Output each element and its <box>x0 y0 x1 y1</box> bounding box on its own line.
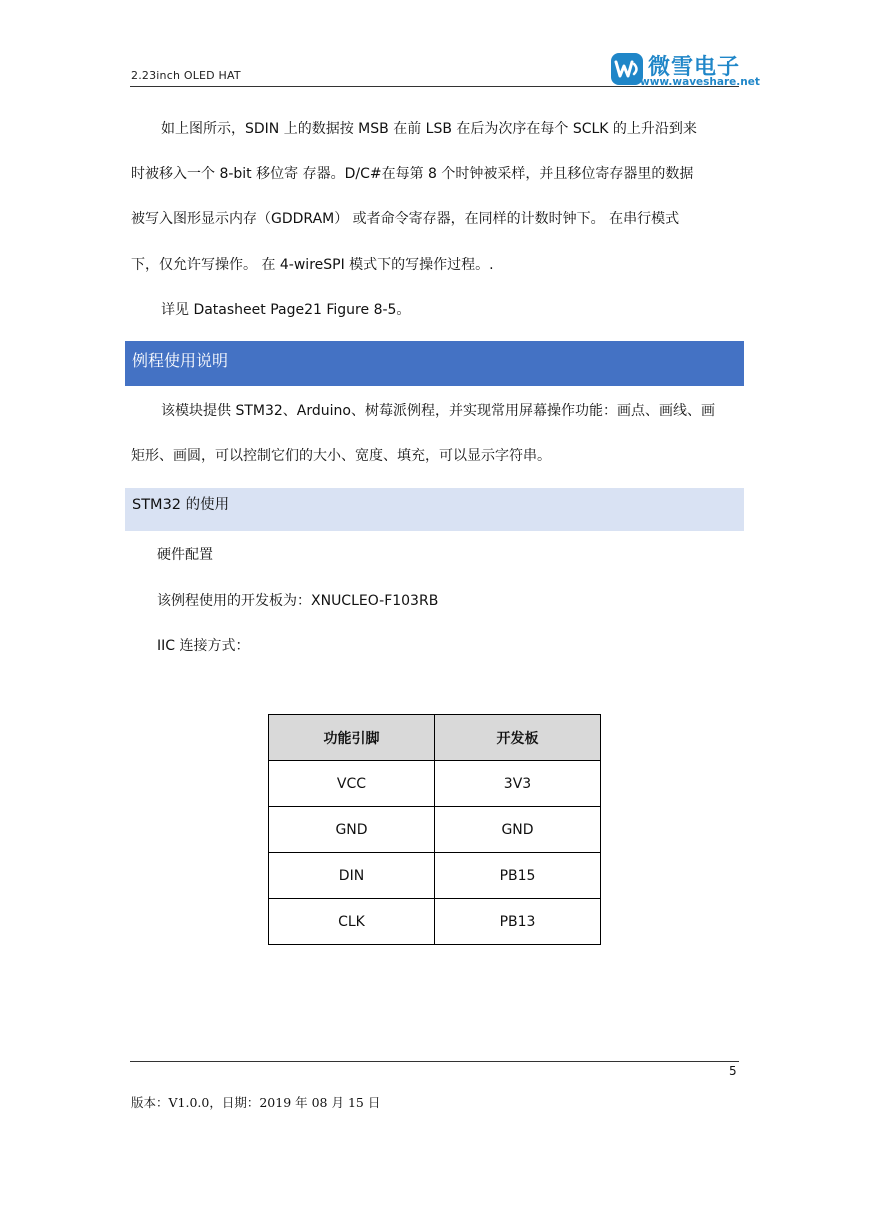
iic-connection-label: IIC 连接方式： <box>157 638 250 654</box>
table-cell: VCC <box>269 761 435 807</box>
datasheet-reference: 详见 Datasheet Page21 Figure 8-5。 <box>161 302 411 318</box>
section-heading-stm32: STM32 的使用 <box>125 488 744 531</box>
paragraph: 被写入图形显示内存（GDDRAM） 或者命令寄存器，在同样的计数时钟下。 在串行模式 <box>131 211 680 227</box>
table-row <box>269 807 601 853</box>
paragraph: 时被移入一个 8-bit 移位寄 存器。D/C#在每第 8 个时钟被采样，并且移位寄存器里的数据 <box>131 166 694 182</box>
logo-brand-text: 微雪电子 <box>648 55 741 80</box>
paragraph: 下，仅允许写操作。 在 4-wireSPI 模式下的写操作过程。. <box>131 257 494 273</box>
header-divider <box>130 86 739 87</box>
page-number: 5 <box>729 1064 737 1078</box>
column-header-function-pin: 功能引脚 <box>269 715 435 761</box>
table-cell: CLK <box>269 899 435 945</box>
section-heading-example-usage: 例程使用说明 <box>125 341 744 386</box>
logo-url-text: www.waveshare.net <box>640 76 760 88</box>
document-title: 2.23inch OLED HAT <box>131 69 241 82</box>
table-cell: PB15 <box>435 853 601 899</box>
table-row <box>269 761 601 807</box>
table-header-row <box>269 715 601 761</box>
table-row <box>269 899 601 945</box>
table-row <box>269 853 601 899</box>
column-header-dev-board: 开发板 <box>435 715 601 761</box>
table-cell: DIN <box>269 853 435 899</box>
hardware-config-label: 硬件配置 <box>157 547 213 563</box>
company-logo <box>610 52 760 90</box>
table-cell: 3V3 <box>435 761 601 807</box>
dev-board-line: 该例程使用的开发板为：XNUCLEO-F103RB <box>157 593 439 609</box>
paragraph: 矩形、画圆，可以控制它们的大小、宽度、填充，可以显示字符串。 <box>131 448 551 464</box>
pin-connection-table <box>268 714 601 945</box>
paragraph: 该模块提供 STM32、Arduino、树莓派例程，并实现常用屏幕操作功能：画点、画线、画 <box>161 403 715 419</box>
table-cell: GND <box>269 807 435 853</box>
footer-divider <box>130 1061 739 1062</box>
version-date-line: 版本：V1.0.0，日期：2019 年 08 月 15 日 <box>131 1095 381 1110</box>
waveshare-logo-icon <box>610 52 644 86</box>
table-cell: GND <box>435 807 601 853</box>
table-cell: PB13 <box>435 899 601 945</box>
paragraph: 如上图所示，SDIN 上的数据按 MSB 在前 LSB 在后为次序在每个 SCLK 的上升沿到来 <box>161 121 697 137</box>
